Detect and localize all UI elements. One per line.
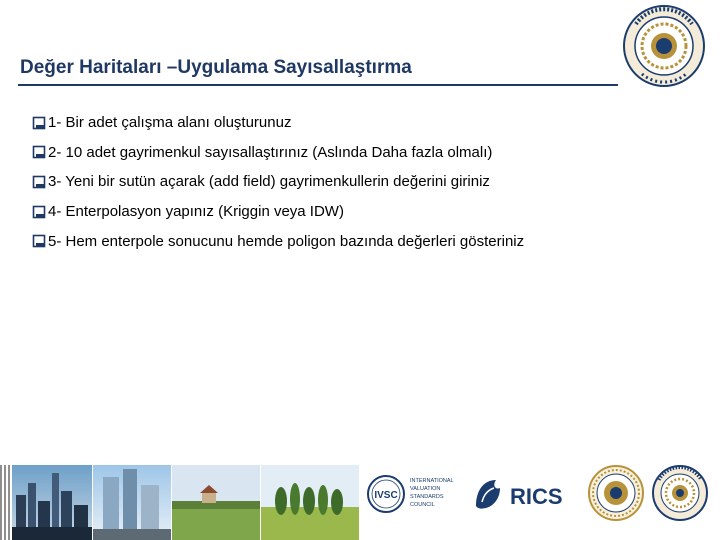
city-skyline-photo: [12, 465, 92, 540]
tree-field-photo: [261, 465, 359, 540]
modern-towers-photo: [93, 465, 171, 540]
bullet-text: 3- Yeni bir sutün açarak (add field) gayrimenkullerin değerini giriniz: [48, 173, 490, 191]
slide-title: Değer Haritaları –Uygulama Sayısallaştırma: [20, 57, 412, 78]
ivsc-text-line: STANDARDS: [410, 494, 444, 500]
bullet-text: 2- 10 adet gayrimenkul sayısallaştırınız (Aslında Daha fazla olmalı): [48, 143, 493, 161]
bullet-text: 5- Hem enterpole sonucunu hemde poligon bazında değerleri gösteriniz: [48, 232, 525, 250]
ivsc-text-line: INTERNATIONAL: [410, 478, 454, 484]
ivsc-text-line: COUNCIL: [410, 502, 435, 508]
list-item: [32, 167, 524, 197]
bullet-list: [32, 108, 524, 256]
countryside-photo: [172, 465, 260, 540]
checkbox-bullet-icon: [32, 116, 46, 130]
checkbox-bullet-icon: [32, 234, 46, 248]
list-item: [32, 226, 524, 256]
checkbox-bullet-icon: [32, 205, 46, 219]
title-underline: [18, 84, 618, 86]
gold-emblem-seal-logo: [587, 464, 645, 522]
bullet-text: 4- Enterpolasyon yapınız (Kriggin veya IDW): [48, 203, 344, 221]
checkbox-bullet-icon: [32, 175, 46, 189]
list-item: [32, 108, 524, 138]
bullet-text: 1- Bir adet çalışma alanı oluşturunuz: [48, 114, 292, 132]
list-item: [32, 138, 524, 168]
checkbox-bullet-icon: [32, 145, 46, 159]
ivsc-mark-text: IVSC: [374, 490, 398, 501]
ivsc-text-line: VALUATION: [410, 486, 441, 492]
list-item: [32, 197, 524, 227]
ankara-university-seal-logo: [651, 464, 709, 522]
rics-wordmark: RICS: [510, 484, 563, 509]
rics-logo: [470, 472, 580, 518]
footer-stripes: [0, 465, 10, 540]
ankara-university-seal-logo: [622, 4, 706, 88]
ivsc-logo: [366, 470, 466, 522]
